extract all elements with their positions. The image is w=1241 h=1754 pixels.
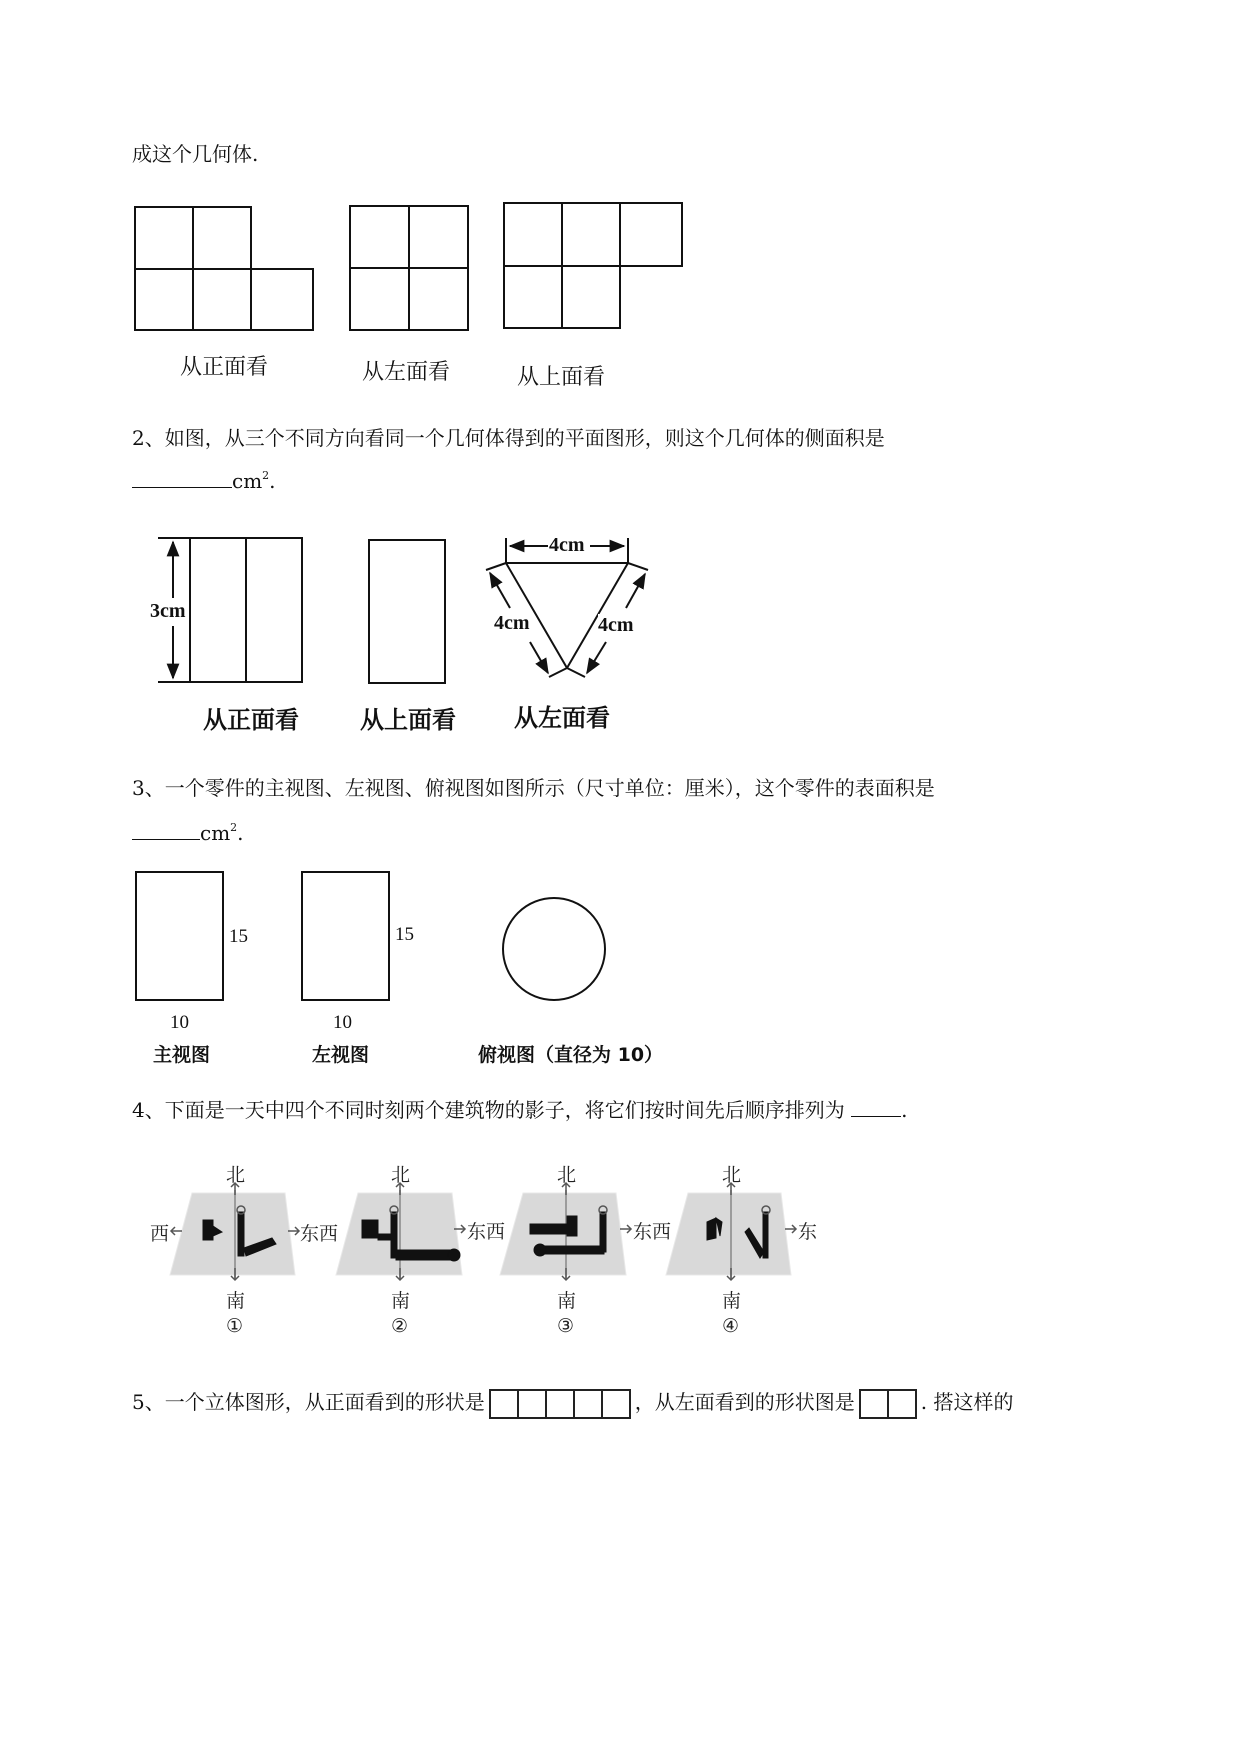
q5-left-shape [859, 1389, 917, 1419]
q2-unit-sup: 2 [262, 469, 270, 482]
q3-top-label: 俯视图（直径为 10） [478, 1044, 664, 1066]
q4-p2-north: 北 [391, 1164, 411, 1186]
q5-text-a: 一个立体图形，从正面看到的形状是 [164, 1390, 485, 1414]
q4-p1-north: 北 [226, 1164, 246, 1186]
q2-text: 如图，从三个不同方向看同一个几何体得到的平面图形，则这个几何体的侧面积是 [164, 426, 885, 450]
q3-front-width: 10 [170, 1012, 189, 1033]
q4-p3-east: 东 [633, 1221, 653, 1243]
q4-end: . [901, 1098, 908, 1122]
q5-text-b: ，从左面看到的形状图是 [634, 1390, 855, 1414]
q4-label-3: ③ [557, 1315, 575, 1337]
q1-front-label: 从正面看 [180, 355, 269, 380]
q4-label-1: ① [226, 1315, 244, 1337]
q2-dim-left-side: 4cm [494, 612, 530, 634]
q3-unit: cm [200, 821, 231, 845]
q4-p1-east: 东 [300, 1223, 320, 1245]
q4-p1-west: 西 [150, 1223, 170, 1245]
q2-number: 2、 [132, 426, 165, 450]
q4-p4-west: 西 [652, 1221, 672, 1243]
q4-p1-south: 南 [226, 1290, 246, 1312]
q4-p2-east: 东 [467, 1221, 487, 1243]
q4-label-2: ② [391, 1315, 409, 1337]
q3-unit-sup: 2 [230, 821, 238, 834]
q2-dim-right-side: 4cm [598, 614, 634, 636]
q3-front-height: 15 [229, 926, 248, 947]
continued-text: 成这个几何体. [132, 142, 259, 166]
q1-top-label: 从上面看 [517, 365, 606, 390]
q3-left-height: 15 [395, 924, 414, 945]
q4-p4-east: 东 [798, 1221, 818, 1243]
q4-label-4: ④ [722, 1315, 740, 1337]
q4-p3-west: 西 [486, 1221, 506, 1243]
q2-top-label: 从上面看 [360, 706, 456, 734]
q4-p2-south: 南 [391, 1290, 411, 1312]
q3-end: . [237, 821, 244, 845]
q3-text: 一个零件的主视图、左视图、俯视图如图所示（尺寸单位：厘米），这个零件的表面积是 [164, 776, 935, 800]
q4-p4-north: 北 [722, 1164, 742, 1186]
q4-p2-west: 西 [319, 1223, 339, 1245]
q4-text: 下面是一天中四个不同时刻两个建筑物的影子，将它们按时间先后顺序排列为 [164, 1098, 845, 1122]
q5-question [132, 1388, 1013, 1419]
q3-front-label: 主视图 [153, 1044, 211, 1066]
q4-p3-north: 北 [557, 1164, 577, 1186]
q5-front-shape [489, 1389, 631, 1419]
q5-number: 5、 [132, 1390, 165, 1414]
q2-dim-height: 3cm [150, 600, 186, 622]
q1-left-label: 从左面看 [362, 360, 451, 385]
q5-text-c: . 搭这样的 [920, 1390, 1014, 1414]
q4-p4-south: 南 [722, 1290, 742, 1312]
q2-dim-top: 4cm [549, 534, 585, 556]
q4-number: 4、 [132, 1098, 165, 1122]
q3-left-label: 左视图 [312, 1044, 370, 1066]
q2-unit: cm [232, 469, 263, 493]
q2-end: . [269, 469, 276, 493]
q3-number: 3、 [132, 776, 165, 800]
q2-left-label: 从左面看 [514, 704, 610, 732]
q3-left-width: 10 [333, 1012, 352, 1033]
q2-front-label: 从正面看 [203, 706, 299, 734]
q4-p3-south: 南 [557, 1290, 577, 1312]
